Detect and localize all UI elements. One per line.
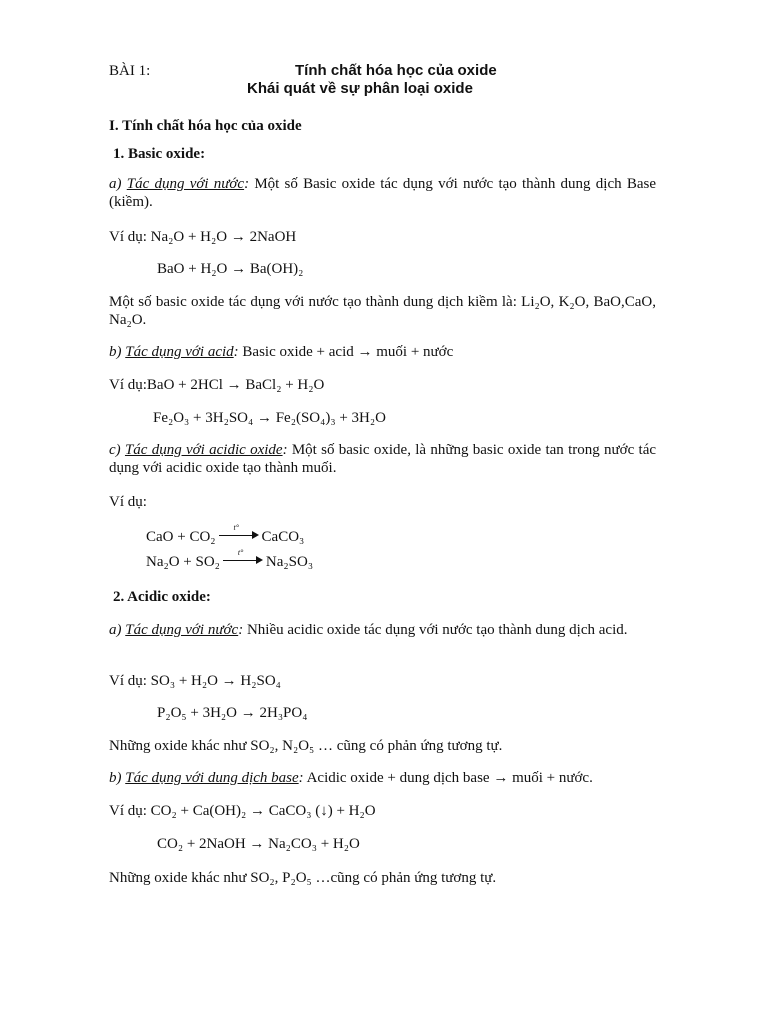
item-label: b) xyxy=(109,770,122,786)
example-label: Ví dụ: xyxy=(109,494,147,510)
example-equation: Ví dụ: SO₃ + H₂O → H₂SO₄ xyxy=(109,673,281,689)
arrow-icon xyxy=(223,548,263,567)
basic-a-paragraph: a) Tác dụng với nước: Một số Basic oxide tác dụng với nước tạo thành dung dịch Base (kiềm). xyxy=(109,176,656,210)
acidic-b-note: Những oxide khác như SO₂, P₂O₅ …cũng có phản ứng tương tự. xyxy=(109,870,497,886)
example-equation: Ví dụ: Na₂O + H₂O → 2NaOH xyxy=(109,229,297,245)
reaction-with-condition xyxy=(146,523,305,546)
example-equation: P₂O₅ + 3H₂O → 2H₃PO₄ xyxy=(157,705,308,721)
property-text: Một số basic oxide, là những basic oxide tan trong nước tác dụng với acidic oxide tạo thành muối. xyxy=(109,442,657,476)
basic-oxide-heading: 1. Basic oxide: xyxy=(113,146,206,162)
acidic-oxide-heading: 2. Acidic oxide: xyxy=(113,589,211,605)
acidic-b-paragraph: b) Tác dụng với dung dịch base: Acidic oxide + dung dịch base → muối + nước. xyxy=(109,770,593,786)
property-term: Tác dụng với nước xyxy=(125,622,239,638)
basic-b-paragraph: b) Tác dụng với acid: Basic oxide + acid → muối + nước xyxy=(109,344,454,360)
reactants: Na₂O + SO₂ xyxy=(146,554,220,570)
example-equation: CO₂ + 2NaOH → Na₂CO₃ + H₂O xyxy=(157,836,360,852)
item-label: b) xyxy=(109,344,122,360)
basic-a-note: Một số basic oxide tác dụng với nước tạo thành dung dịch kiềm là: Li₂O, K₂O, BaO,CaO, Na₂O. xyxy=(109,294,656,328)
item-label: a) xyxy=(109,622,122,638)
page-subtitle: Khái quát về sự phân loại oxide xyxy=(247,80,473,97)
item-label: c) xyxy=(109,442,121,458)
example-equation: Fe₂O₃ + 3H₂SO₄ → Fe₂(SO₄)₃ + 3H₂O xyxy=(153,410,386,426)
page-title: Tính chất hóa học của oxide xyxy=(295,62,497,79)
property-term: Tác dụng với acid xyxy=(125,344,234,360)
property-text: Một số Basic oxide tác dụng với nước tạo thành dung dịch Base (kiềm). xyxy=(109,176,656,210)
basic-c-paragraph: c) Tác dụng với acidic oxide: Một số basic oxide, là những basic oxide tan trong nước tác dụng với acidic oxide tạo thành muối. xyxy=(109,442,657,476)
property-text: Acidic oxide + dung dịch base → muối + nước. xyxy=(303,770,593,786)
arrow-icon xyxy=(219,523,259,542)
condition-label: t° xyxy=(233,523,239,532)
products: Na₂SO₃ xyxy=(265,554,314,570)
item-label: a) xyxy=(109,176,122,192)
property-text: Basic oxide + acid → muối + nước xyxy=(238,344,454,360)
property-text: Nhiều acidic oxide tác dụng với nước tạo thành dung dịch acid. xyxy=(243,622,628,638)
reaction-with-condition xyxy=(146,548,314,571)
property-term: Tác dụng với dung dịch base xyxy=(125,770,299,786)
example-equation: Ví dụ: CO₂ + Ca(OH)₂ → CaCO₃ (↓) + H₂O xyxy=(109,803,376,819)
reactants: CaO + CO₂ xyxy=(146,529,216,545)
example-equation: BaO + H₂O → Ba(OH)₂ xyxy=(157,261,304,277)
products: CaCO₃ xyxy=(261,529,305,545)
acidic-a-note: Những oxide khác như SO₂, N₂O₅ … cũng có phản ứng tương tự. xyxy=(109,738,503,754)
acidic-a-paragraph: a) Tác dụng với nước: Nhiều acidic oxide tác dụng với nước tạo thành dung dịch acid. xyxy=(109,622,628,638)
property-term: Tác dụng với acidic oxide xyxy=(124,442,283,458)
condition-label: t° xyxy=(237,548,244,557)
example-equation: Ví dụ:BaO + 2HCl → BaCl₂ + H₂O xyxy=(109,377,325,393)
lesson-label: BÀI 1: xyxy=(109,63,151,79)
property-term: Tác dụng với nước xyxy=(126,176,245,192)
section-heading: I. Tính chất hóa học của oxide xyxy=(109,118,302,134)
